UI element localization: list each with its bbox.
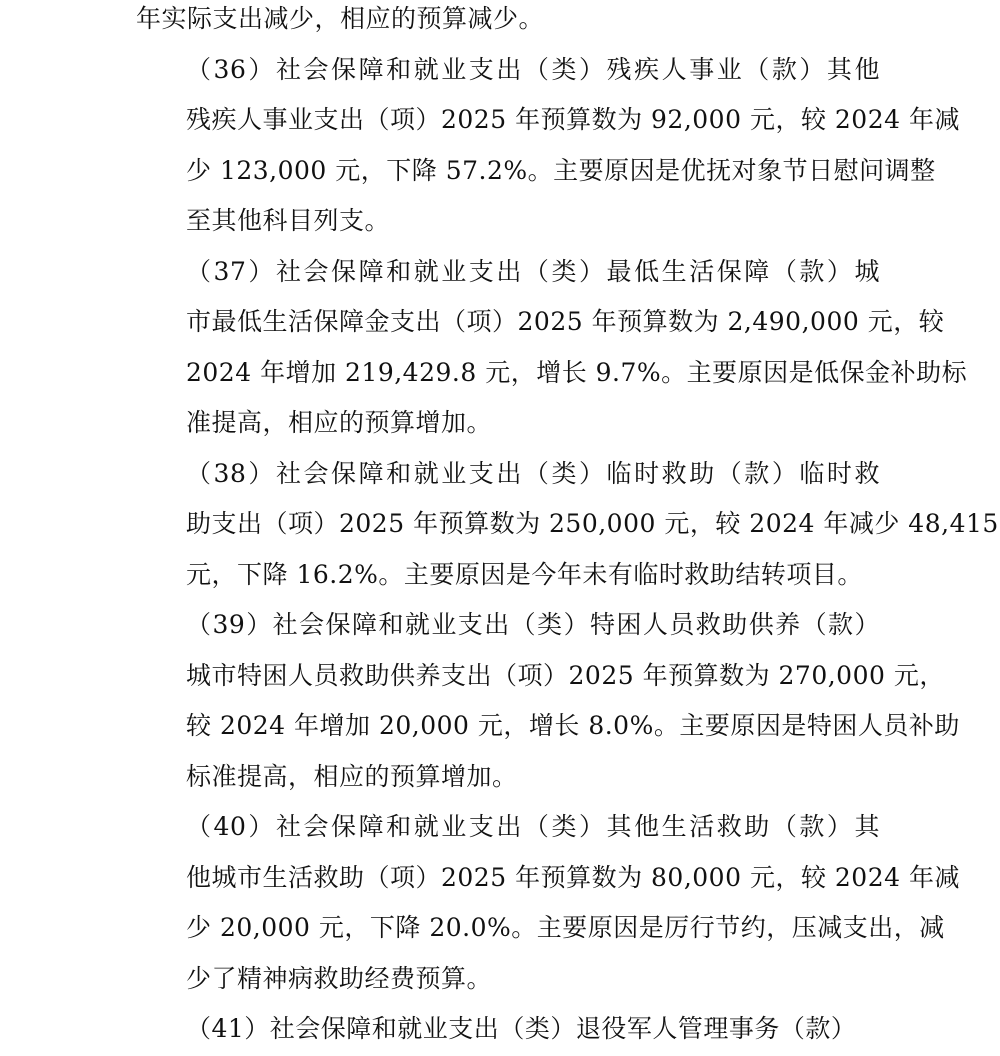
text-line: 年实际支出减少，相应的预算减少。 <box>136 4 545 33</box>
text-line: （38）社会保障和就业支出（类）临时救助（款）临时救 <box>186 458 880 488</box>
paragraph-p40 <box>136 802 960 1004</box>
paragraph-p39 <box>136 600 960 802</box>
text-line: 城市特困人员救助供养支出（项）2025 年预算数为 270,000 元， <box>186 660 945 690</box>
text-line: 少了精神病救助经费预算。 <box>186 963 493 993</box>
document-body <box>136 0 999 1055</box>
text-line: 他城市生活救助（项）2025 年预算数为 80,000 元，较 2024 年减 <box>186 862 960 892</box>
text-line: 助支出（项）2025 年预算数为 250,000 元，较 2024 年减少 48,415 <box>186 509 999 538</box>
text-line: 市最低生活保障金支出（项）2025 年预算数为 2,490,000 元，较 <box>186 307 945 336</box>
text-line: （36）社会保障和就业支出（类）残疾人事业（款）其他 <box>186 54 880 84</box>
paragraph-p38 <box>136 449 999 601</box>
text-line: 元，下降 16.2%。主要原因是今年未有临时救助结转项目。 <box>186 559 863 589</box>
text-line: 至其他科目列支。 <box>186 206 391 235</box>
paragraph-p35-tail <box>136 0 880 45</box>
text-line: （39）社会保障和就业支出（类）特困人员救助供养（款） <box>186 610 880 639</box>
text-line: （37）社会保障和就业支出（类）最低生活保障（款）城 <box>186 256 880 286</box>
text-line: （41）社会保障和就业支出（类）退役军人管理事务（款） <box>186 1014 857 1043</box>
text-line: 少 123,000 元，下降 57.2%。主要原因是优抚对象节日慰问调整 <box>186 155 936 185</box>
text-line: 标准提高，相应的预算增加。 <box>186 761 518 791</box>
paragraph-p41 <box>136 1004 880 1055</box>
paragraph-p36 <box>136 45 960 247</box>
text-line: 少 20,000 元，下降 20.0%。主要原因是厉行节约，压减支出，减 <box>186 913 945 942</box>
text-line: 较 2024 年增加 20,000 元，增长 8.0%。主要原因是特困人员补助 <box>186 711 960 740</box>
text-line: 2024 年增加 219,429.8 元，增长 9.7%。主要原因是低保金补助标 <box>186 357 968 387</box>
text-line: （40）社会保障和就业支出（类）其他生活救助（款）其 <box>186 812 880 841</box>
paragraph-p37 <box>136 247 968 449</box>
text-line: 准提高，相应的预算增加。 <box>186 408 493 437</box>
text-line: 残疾人事业支出（项）2025 年预算数为 92,000 元，较 2024 年减 <box>186 105 960 134</box>
